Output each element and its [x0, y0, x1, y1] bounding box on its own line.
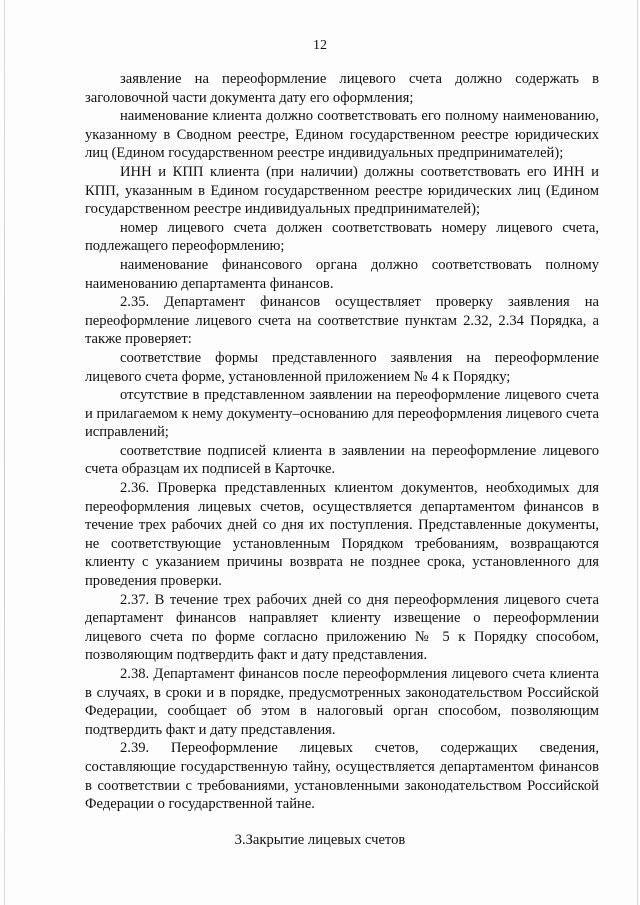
- paragraph-financial-body: наименование финансового органа должно соответствовать полному наименованию департамента финансов.: [85, 256, 599, 292]
- section-heading: 3.Закрытие лицевых счетов: [234, 832, 406, 848]
- paragraph-signatures: соответствие подписей клиента в заявлении на переоформление лицевого счета образцам их подписей в Карточке.: [85, 442, 599, 478]
- paragraph-client-name: наименование клиента должно соответствовать его полному наименованию, указанному в Сводном реестре, Едином государственном реестре юридических лиц (Едином государственном реестре индивидуальных предпринимателей);: [85, 108, 599, 162]
- paragraph-2-36: 2.36. Проверка представленных клиентом документов, необходимых для переоформления лицевых счетов, осуществляется департаментом финансов в течение трех рабочих дней со дня их поступления. Представленные документы, не соответствующие установленным Порядком требованиям, возвращаются клиенту с указанием причины возврата не позднее срока, установленного для проведения проверки.: [85, 480, 599, 590]
- paragraph-form-compliance: соответствие формы представленного заявления на переоформление лицевого счета форме, установленной приложением № 4 к Порядку;: [85, 349, 599, 385]
- paragraph-account-number: номер лицевого счета должен соответствовать номеру лицевого счета, подлежащего переоформлению;: [85, 219, 599, 255]
- page-number: 12: [313, 38, 327, 53]
- paragraph-no-corrections: отсутствие в представленном заявлении на переоформление лицевого счета и прилагаемом к нему документу–основанию для переоформления лицевого счета исправлений;: [85, 387, 599, 441]
- paragraph-inn-kpp: ИНН и КПП клиента (при наличии) должны соответствовать его ИНН и КПП, указанным в Едином государственном реестре юридических лиц (Едином государственном реестре индивидуальных предпринимателей);: [85, 163, 599, 218]
- paragraph-statement-date: заявление на переоформление лицевого счета должно содержать в заголовочной части документа дату его оформления;: [85, 71, 599, 106]
- paragraph-2-39: 2.39. Переоформление лицевых счетов, содержащих сведения, составляющие государственную тайну, осуществляется департаментом финансов в соответствии с требованиями, установленными законодательством Российской Федерации о государственной тайне.: [85, 740, 599, 813]
- paragraph-2-38: 2.38. Департамент финансов после переоформления лицевого счета клиента в случаях, в сроки и в порядке, предусмотренных законодательством Российской Федерации, сообщает об этом в налоговый орган способом, позволяющим подтвердить факт и дату представления.: [85, 666, 599, 738]
- scan-right-edge: [637, 0, 638, 905]
- paragraph-2-37: 2.37. В течение трех рабочих дней со дня переоформления лицевого счета департамент финансов направляет клиенту извещение о переоформлении лицевого счета по форме согласно приложению № 5 к Порядку способом, позволяющим подтвердить факт и дату представления.: [85, 591, 599, 664]
- body-text: [85, 70, 599, 814]
- paragraph-2-35: 2.35. Департамент финансов осуществляет проверку заявления на переоформление лицевого счета на соответствие пунктам 2.32, 2.34 Порядка, а также проверяет:: [85, 294, 599, 348]
- scan-left-edge: [4, 0, 5, 905]
